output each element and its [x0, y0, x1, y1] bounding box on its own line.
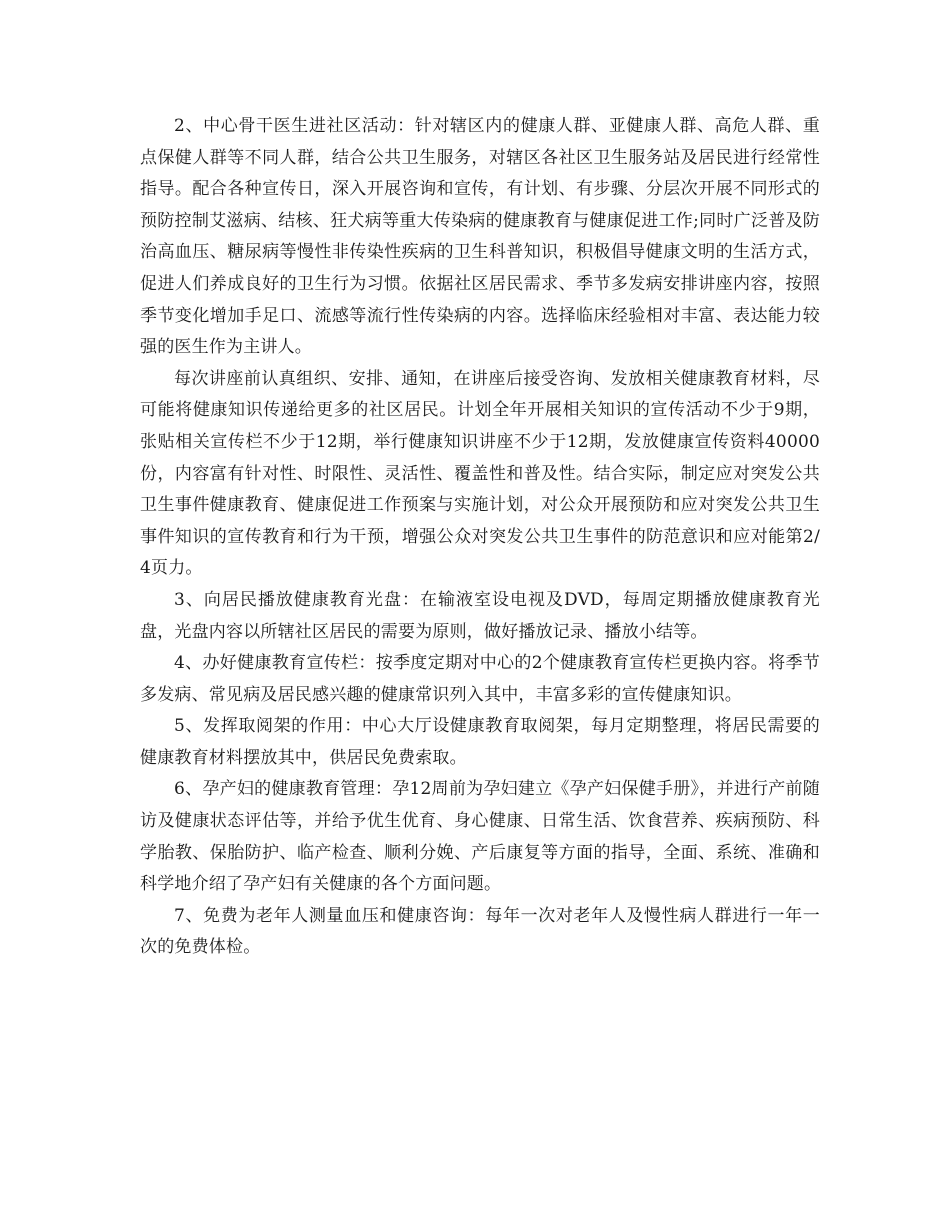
paragraph-item-5: 5、发挥取阅架的作用：中心大厅设健康教育取阅架，每月定期整理，将居民需要的健康教育材料摆放其中，供居民免费索取。: [140, 716, 820, 768]
paragraph-lecture-plan: 每次讲座前认真组织、安排、通知，在讲座后接受咨询、发放相关健康教育材料，尽可能将健康知识传递给更多的社区居民。计划全年开展相关知识的宣传活动不少于9期，张贴相关宣传栏不少于12期，举行健康知识讲座不少于12期，发放健康宣传资料40000份，内容富有针对性、时限性、灵活性、覆盖性和普及性。结合实际，制定应对突发公共卫生事件健康教育、健康促进工作预案与实施计划，对公众开展预防和应对突发公共卫生事件知识的宣传教育和行为干预，增强公众对突发公共卫生事件的防范意识和应对能第2/4页力。: [140, 368, 820, 579]
paragraph-item-2: 2、中心骨干医生进社区活动：针对辖区内的健康人群、亚健康人群、高危人群、重点保健人群等不同人群，结合公共卫生服务，对辖区各社区卫生服务站及居民进行经常性指导。配合各种宣传日，深入开展咨询和宣传，有计划、有步骤、分层次开展不同形式的预防控制艾滋病、结核、狂犬病等重大传染病的健康教育与健康促进工作;同时广泛普及防治高血压、糖尿病等慢性非传染性疾病的卫生科普知识，积极倡导健康文明的生活方式，促进人们养成良好的卫生行为习惯。依据社区居民需求、季节多发病安排讲座内容，按照季节变化增加手足口、流感等流行性传染病的内容。选择临床经验相对丰富、表达能力较强的医生作为主讲人。: [140, 116, 820, 358]
paragraph-item-7: 7、免费为老年人测量血压和健康咨询：每年一次对老年人及慢性病人群进行一年一次的免费体检。: [140, 905, 820, 958]
document-body: [140, 111, 820, 964]
paragraph-item-3: 3、向居民播放健康教育光盘：在输液室设电视及DVD，每周定期播放健康教育光盘，光盘内容以所辖社区居民的需要为原则，做好播放记录、播放小结等。: [140, 589, 820, 642]
paragraph-item-6: 6、孕产妇的健康教育管理：孕12周前为孕妇建立《孕产妇保健手册》，并进行产前随访及健康状态评估等，并给予优生优育、身心健康、日常生活、饮食营养、疾病预防、科学胎教、保胎防护、临产检查、顺利分娩、产后康复等方面的指导，全面、系统、准确和科学地介绍了孕产妇有关健康的各个方面问题。: [140, 779, 820, 895]
paragraph-item-4: 4、办好健康教育宣传栏：按季度定期对中心的2个健康教育宣传栏更换内容。将季节多发病、常见病及居民感兴趣的健康常识列入其中，丰富多彩的宣传健康知识。: [140, 653, 820, 705]
